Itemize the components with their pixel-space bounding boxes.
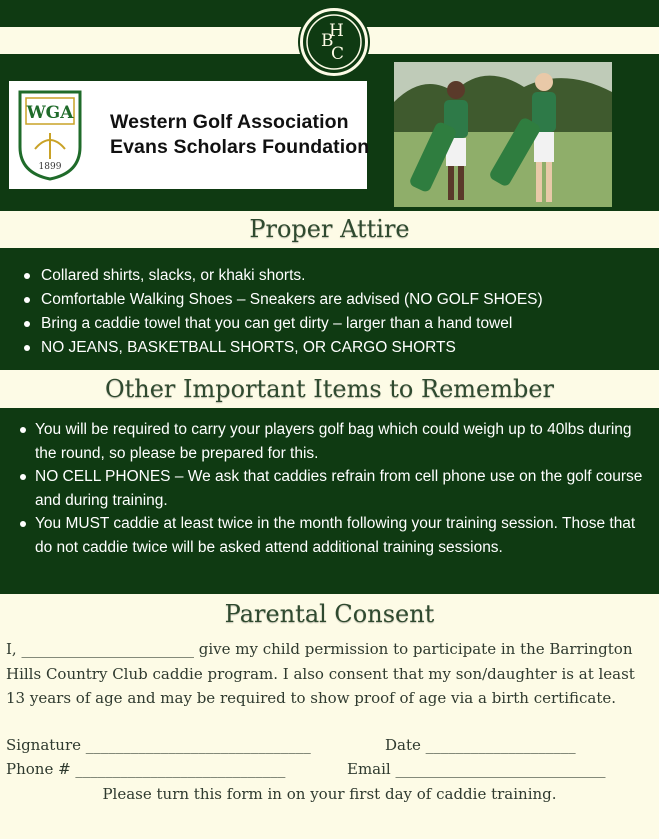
list-item: Collared shirts, slacks, or khaki shorts. [0,264,659,288]
important-list [0,408,659,559]
wga-line1: Western Golf Association [110,111,349,133]
list-item: Bring a caddie towel that you can get dirty – larger than a hand towel [0,312,659,336]
wga-emblem-text: WGA [26,103,74,123]
list-item: NO JEANS, BASKETBALL SHORTS, OR CARGO SHORTS [0,336,659,360]
date-field[interactable]: Date ____________________ [385,736,576,754]
consent-paragraph: I, _______________________ give my child permission to participate in the Barrington Hills Country Club caddie program. I also consent that my son/daughter is at least 13 years of age and may be required to show proof of age via a birth certificate. [6,640,635,707]
wga-line2: Evans Scholars Foundation [110,136,370,158]
signature-field[interactable]: Signature ______________________________ [6,736,311,754]
email-field[interactable]: Email ____________________________ [347,760,606,778]
list-item: You will be required to carry your players golf bag which could weigh up to 40lbs during the round, so please be prepared for this. [0,418,659,465]
bhc-crest-logo [300,8,368,76]
list-item: Comfortable Walking Shoes – Sneakers are advised (NO GOLF SHOES) [0,288,659,312]
attire-title: Proper Attire [249,215,410,243]
crest-letter-b: B [321,31,334,51]
attire-list [0,248,659,360]
footer-note: Please turn this form in on your first day of caddie training. [102,785,557,803]
consent-title: Parental Consent [224,600,435,628]
crest-letter-c: C [331,44,345,64]
list-item: NO CELL PHONES – We ask that caddies refrain from cell phone use on the golf course and during training. [0,465,659,512]
crest-letter-h: H [329,21,344,41]
important-panel [0,408,659,594]
attire-panel [0,248,659,370]
wga-emblem-year: 1899 [38,162,62,172]
phone-field[interactable]: Phone # ____________________________ [6,760,286,778]
list-item: You MUST caddie at least twice in the month following your training session. Those that do not caddie twice will be asked attend additional training sessions. [0,512,659,559]
wga-shield-icon [17,89,83,181]
wga-title [110,110,369,160]
important-title: Other Important Items to Remember [104,375,555,403]
caddies-photo [394,62,612,207]
